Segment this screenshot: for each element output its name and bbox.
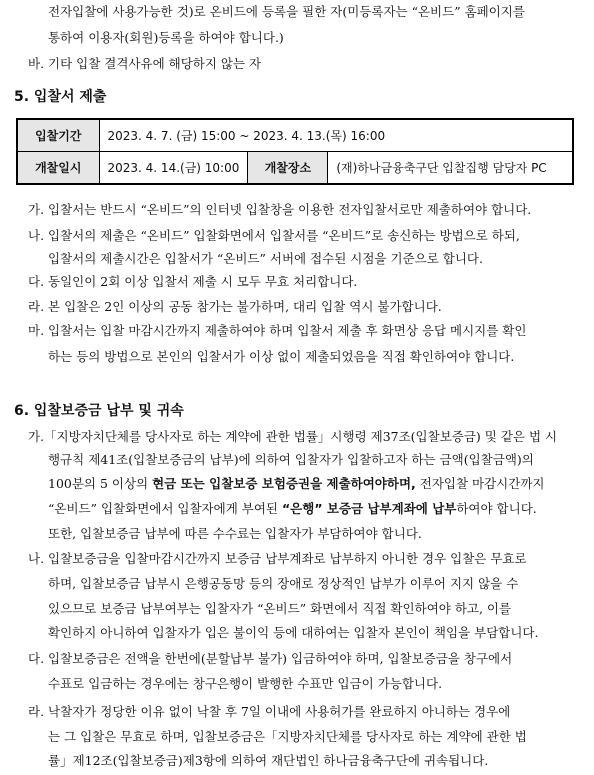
section-5-item-ga: 가. 입찰서는 반드시 “온비드”의 인터넷 입찰창을 이용한 전자입찰서로만 제출하여야 합니다.	[28, 202, 532, 217]
emphasis-text: 현금 또는 입찰보증 보험증권을 제출하여야하며,	[152, 476, 416, 491]
section-5-item-ma: 마. 입찰서는 입찰 마감시간까지 제출하여야 하며 입찰서 제출 후 화면상 응답 메시지를 확인	[28, 323, 527, 338]
section-6-item-ra-cont: 률」제12조(입찰보증금)제3항에 의하여 재단법인 하나금융축구단에 귀속됩니다.	[48, 753, 489, 768]
opening-date-label: 개찰일시	[17, 152, 99, 185]
eligibility-item-ba: 바. 기타 입찰 결격사유에 해당하지 않는 자	[28, 56, 262, 71]
bid-period-label: 입찰기간	[17, 119, 99, 152]
section-6-item-ra-cont: 는 그 입찰은 무효로 하며, 입찰보증금은「지방자치단체를 당사자로 하는 계약에 관한 법	[48, 729, 527, 744]
bid-period-value: 2023. 4. 7. (금) 15:00 ~ 2023. 4. 13.(목) 16:00	[99, 119, 573, 152]
section-5-item-na-cont: 입찰서의 제출시간은 입찰서가 “온비드” 서버에 접수된 시점을 기준으로 합니다.	[48, 251, 483, 266]
bid-schedule-table	[16, 118, 574, 185]
text-span: 하여야 합니다.	[456, 501, 537, 516]
opening-place-label: 개찰장소	[248, 152, 328, 185]
section-6-item-ra: 라. 낙찰자가 정당한 이유 없이 낙찰 후 7일 이내에 사용허가를 완료하지 아니하는 경우에	[28, 704, 511, 719]
text-span: “온비드” 입찰화면에서 입찰자에게 부여된	[48, 501, 282, 516]
section-6-item-na-cont: 있으므로 보증금 납부여부는 입찰자가 “온비드” 화면에서 직접 확인하여야 하고, 이를	[48, 601, 512, 616]
section-6-heading: 6. 입찰보증금 납부 및 귀속	[14, 403, 184, 419]
emphasis-text: “은행” 보증금 납부계좌에 납부	[281, 501, 457, 516]
section-6-item-ga: 가.「지방자치단체를 당사자로 하는 계약에 관한 법률」시행령 제37조(입찰보증금) 및 같은 법 시	[28, 429, 558, 444]
table-row	[17, 152, 573, 185]
section-6-item-na: 나. 입찰보증금을 입찰마감시간까지 보증금 납부계좌로 납부하지 아니한 경우 입찰은 무효로	[28, 551, 527, 566]
table-row	[17, 119, 573, 152]
eligibility-text-line: 전자입찰에 사용가능한 것)로 온비드에 등록을 필한 자(미등록자는 “온비드” 홈페이지를	[48, 4, 525, 19]
text-span: 전자입찰 마감시간까지	[415, 476, 545, 491]
opening-date-value: 2023. 4. 14.(금) 10:00	[99, 152, 248, 185]
opening-place-value: (재)하나금융축구단 입찰집행 담당자 PC	[328, 152, 573, 185]
section-5-heading: 5. 입찰서 제출	[14, 89, 107, 105]
section-5-item-ma-cont: 하는 등의 방법으로 본인의 입찰서가 이상 없이 제출되었음을 직접 확인하여야 합니다.	[48, 349, 515, 364]
section-6-item-da: 다. 입찰보증금은 전액을 한번에(분할납부 불가) 입금하여야 하며, 입찰보증금을 창구에서	[28, 651, 513, 666]
section-6-item-na-cont: 하며, 입찰보증금 납부시 은행공동망 등의 장애로 정상적인 납부가 이루어 지지 않을 수	[48, 576, 519, 591]
section-6-item-ga-cont: 행규칙 제41조(입찰보증금의 납부)에 의하여 입찰자가 입찰하고자 하는 금액(입찰금액)의	[48, 452, 534, 467]
section-6-item-ga-cont	[48, 475, 544, 492]
section-6-item-ga-cont: 또한, 입찰보증금 납부에 따른 수수료는 입찰자가 부담하여야 합니다.	[48, 526, 422, 541]
section-5-item-na: 나. 입찰서의 제출은 “온비드” 입찰화면에서 입찰서를 “온비드”로 송신하는 방법으로 하되,	[28, 228, 520, 243]
text-span: 100분의 5 이상의	[48, 476, 153, 491]
section-6-item-na-cont: 확인하지 아니하여 입찰자가 입은 불이익 등에 대하여는 입찰자 본인이 책임을 부담합니다.	[48, 625, 539, 640]
section-6-item-da-cont: 수표로 입금하는 경우에는 창구은행이 발행한 수표만 입금이 가능합니다.	[48, 676, 443, 691]
section-6-item-ga-cont	[48, 500, 537, 517]
section-5-item-ra: 라. 본 입찰은 2인 이상의 공동 참가는 불가하며, 대리 입찰 역시 불가합니다.	[28, 299, 442, 314]
section-5-item-da: 다. 동일인이 2회 이상 입찰서 제출 시 모두 무효 처리합니다.	[28, 274, 358, 289]
eligibility-text-line: 통하여 이용자(회원)등록을 하여야 합니다.)	[48, 30, 284, 45]
